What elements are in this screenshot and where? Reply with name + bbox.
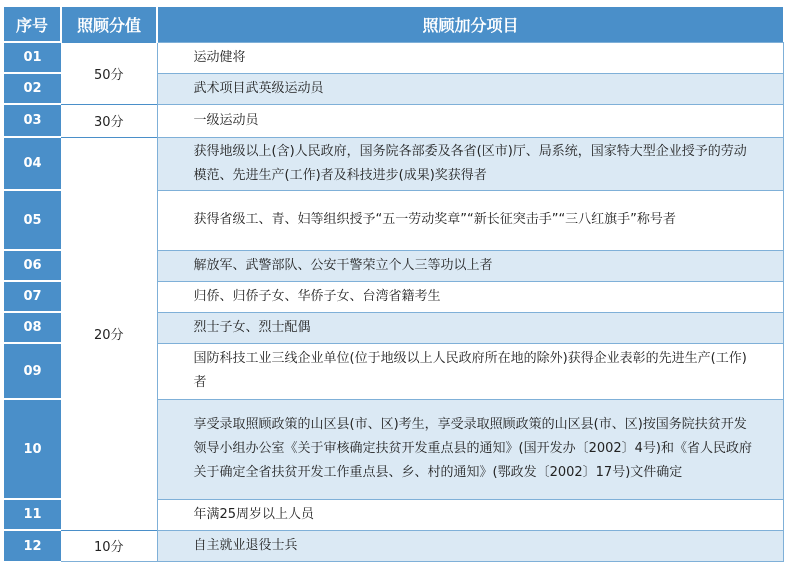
- item-text: 国防科技工业三线企业单位(位于地级以上人民政府所在地的除外)获得企业表彰的先进生产(工作)者: [157, 343, 783, 399]
- row-number: 09: [4, 343, 61, 399]
- score-cell: 30分: [61, 104, 157, 137]
- table-row: [4, 137, 783, 190]
- row-number: 06: [4, 250, 61, 281]
- row-number: 11: [4, 499, 61, 530]
- header-score: 照顾分值: [61, 7, 157, 42]
- item-text: 年满25周岁以上人员: [157, 499, 783, 530]
- row-number: 07: [4, 281, 61, 312]
- item-text: 解放军、武警部队、公安干警荣立个人三等功以上者: [157, 250, 783, 281]
- score-cell: 50分: [61, 42, 157, 104]
- header-number: 序号: [4, 7, 61, 42]
- score-cell: 10分: [61, 530, 157, 561]
- row-number: 01: [4, 42, 61, 73]
- item-text: 自主就业退役士兵: [157, 530, 783, 561]
- item-text: 享受录取照顾政策的山区县(市、区)考生，享受录取照顾政策的山区县(市、区)按国务院扶贫开发领导小组办公室《关于审核确定扶贫开发重点县的通知》(国开发办〔2002〕4号)和《省人民政府关于确定全省扶贫开发工作重点县、乡、村的通知》(鄂政发〔2002〕17号)文件确定: [157, 399, 783, 499]
- score-cell: 20分: [61, 137, 157, 530]
- table-header-row: [4, 7, 783, 42]
- row-number: 10: [4, 399, 61, 499]
- row-number: 08: [4, 312, 61, 343]
- item-text: 归侨、归侨子女、华侨子女、台湾省籍考生: [157, 281, 783, 312]
- header-item: 照顾加分项目: [157, 7, 783, 42]
- item-text: 武术项目武英级运动员: [157, 73, 783, 104]
- table-row: [4, 530, 783, 561]
- row-number: 03: [4, 104, 61, 137]
- row-number: 12: [4, 530, 61, 561]
- item-text: 获得省级工、青、妇等组织授予“五一劳动奖章”“新长征突击手”“三八红旗手”称号者: [157, 190, 783, 250]
- item-text: 运动健将: [157, 42, 783, 73]
- row-number: 04: [4, 137, 61, 190]
- item-text: 获得地级以上(含)人民政府，国务院各部委及各省(区市)厅、局系统，国家特大型企业授予的劳动模范、先进生产(工作)者及科技进步(成果)奖获得者: [157, 137, 783, 190]
- bonus-points-table: [4, 7, 784, 562]
- row-number: 02: [4, 73, 61, 104]
- row-number: 05: [4, 190, 61, 250]
- table-row: [4, 104, 783, 137]
- item-text: 一级运动员: [157, 104, 783, 137]
- table-row: [4, 42, 783, 73]
- item-text: 烈士子女、烈士配偶: [157, 312, 783, 343]
